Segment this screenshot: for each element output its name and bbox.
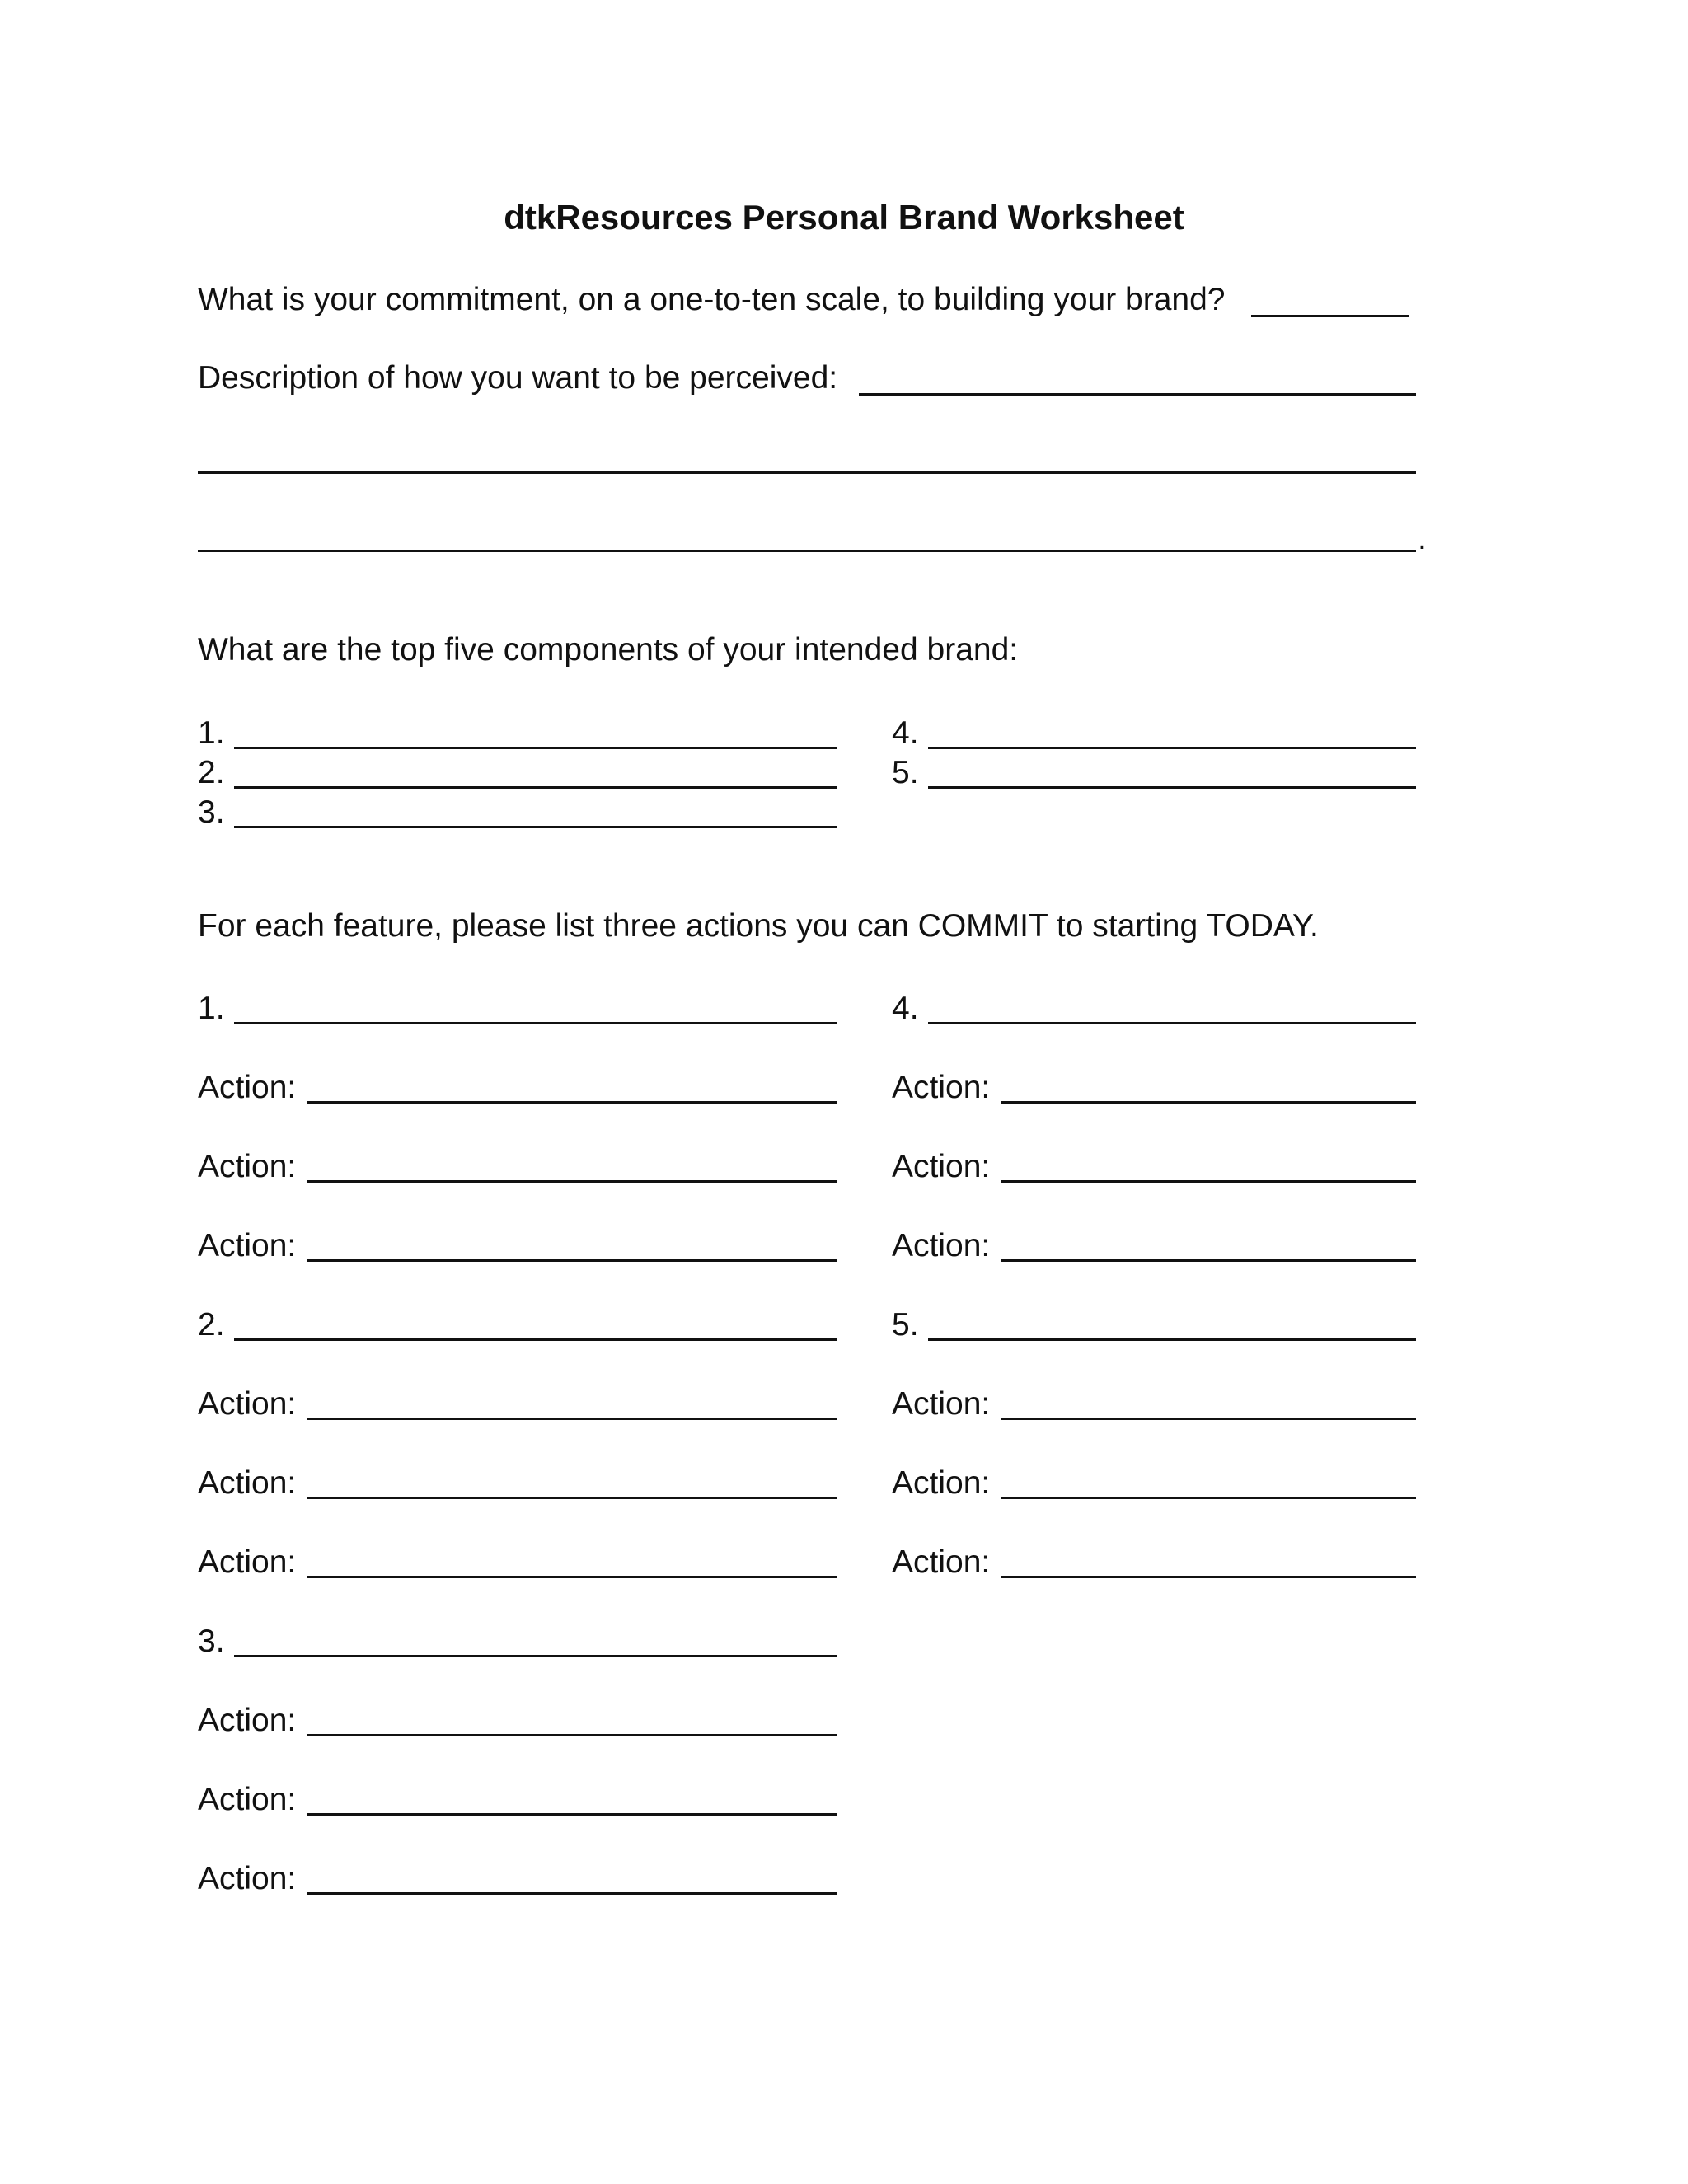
action-row	[198, 1701, 837, 1741]
action-answer-line[interactable]	[307, 1259, 837, 1262]
action-label: Action:	[198, 1386, 297, 1422]
action-row	[892, 1068, 1416, 1108]
feature-row-2	[198, 1305, 837, 1345]
perception-label: Description of how you want to be perceived:	[198, 360, 838, 396]
commitment-answer-line[interactable]	[1251, 315, 1409, 317]
component-row-3	[198, 793, 837, 832]
feature-answer-line[interactable]	[234, 1022, 837, 1024]
component-answer-line[interactable]	[234, 747, 837, 749]
action-answer-line[interactable]	[307, 1497, 837, 1499]
action-answer-line[interactable]	[307, 1813, 837, 1816]
action-answer-line[interactable]	[307, 1180, 837, 1183]
action-label: Action:	[198, 1149, 297, 1184]
feature-row-5	[892, 1305, 1416, 1345]
action-label: Action:	[198, 1861, 297, 1896]
action-label: Action:	[198, 1544, 297, 1580]
component-number: 5.	[892, 755, 919, 790]
action-answer-line[interactable]	[1001, 1180, 1416, 1183]
feature-row-1	[198, 989, 837, 1029]
feature-answer-line[interactable]	[928, 1338, 1416, 1341]
feature-row-3	[198, 1622, 837, 1661]
components-heading: What are the top five components of your intended brand:	[198, 632, 1019, 668]
action-row	[198, 1780, 837, 1820]
component-number: 2.	[198, 755, 225, 790]
action-answer-line[interactable]	[1001, 1101, 1416, 1104]
action-row	[892, 1147, 1416, 1187]
action-row	[198, 1147, 837, 1187]
action-label: Action:	[892, 1544, 991, 1580]
action-row	[892, 1385, 1416, 1424]
component-number: 1.	[198, 715, 225, 751]
feature-number: 3.	[198, 1624, 225, 1659]
action-label: Action:	[892, 1465, 991, 1501]
perception-answer-line-3[interactable]	[198, 550, 1416, 552]
action-answer-line[interactable]	[1001, 1497, 1416, 1499]
action-row	[198, 1859, 837, 1899]
action-answer-line[interactable]	[307, 1892, 837, 1895]
feature-number: 1.	[198, 991, 225, 1026]
commitment-question: What is your commitment, on a one-to-ten scale, to building your brand?	[198, 282, 1226, 317]
action-answer-line[interactable]	[307, 1418, 837, 1420]
action-label: Action:	[198, 1070, 297, 1105]
perception-end-mark: .	[1418, 521, 1427, 556]
feature-answer-line[interactable]	[928, 1022, 1416, 1024]
action-label: Action:	[892, 1228, 991, 1263]
action-label: Action:	[198, 1703, 297, 1738]
feature-number: 2.	[198, 1307, 225, 1343]
component-answer-line[interactable]	[928, 747, 1416, 749]
component-answer-line[interactable]	[928, 786, 1416, 789]
action-label: Action:	[198, 1465, 297, 1501]
action-answer-line[interactable]	[307, 1101, 837, 1104]
action-answer-line[interactable]	[307, 1576, 837, 1578]
action-row	[892, 1226, 1416, 1266]
action-row	[198, 1068, 837, 1108]
perception-answer-line-2[interactable]	[198, 471, 1416, 474]
action-row	[198, 1464, 837, 1503]
action-label: Action:	[198, 1228, 297, 1263]
action-row	[892, 1464, 1416, 1503]
action-answer-line[interactable]	[1001, 1259, 1416, 1262]
perception-answer-line-1[interactable]	[859, 393, 1416, 396]
action-row	[198, 1543, 837, 1582]
page-title: dtkResources Personal Brand Worksheet	[504, 198, 1184, 237]
feature-answer-line[interactable]	[234, 1655, 837, 1657]
component-number: 4.	[892, 715, 919, 751]
component-answer-line[interactable]	[234, 826, 837, 828]
action-label: Action:	[892, 1386, 991, 1422]
component-row-2	[198, 753, 837, 793]
action-answer-line[interactable]	[1001, 1418, 1416, 1420]
actions-heading: For each feature, please list three actions you can COMMIT to starting TODAY.	[198, 908, 1319, 944]
component-row-4	[892, 714, 1416, 753]
component-row-5	[892, 753, 1416, 793]
action-row	[892, 1543, 1416, 1582]
action-row	[198, 1385, 837, 1424]
action-label: Action:	[892, 1149, 991, 1184]
feature-number: 5.	[892, 1307, 919, 1343]
feature-answer-line[interactable]	[234, 1338, 837, 1341]
action-answer-line[interactable]	[1001, 1576, 1416, 1578]
feature-number: 4.	[892, 991, 919, 1026]
action-label: Action:	[198, 1782, 297, 1817]
feature-row-4	[892, 989, 1416, 1029]
action-row	[198, 1226, 837, 1266]
component-row-1	[198, 714, 837, 753]
component-answer-line[interactable]	[234, 786, 837, 789]
action-label: Action:	[892, 1070, 991, 1105]
action-answer-line[interactable]	[307, 1734, 837, 1736]
component-number: 3.	[198, 794, 225, 830]
